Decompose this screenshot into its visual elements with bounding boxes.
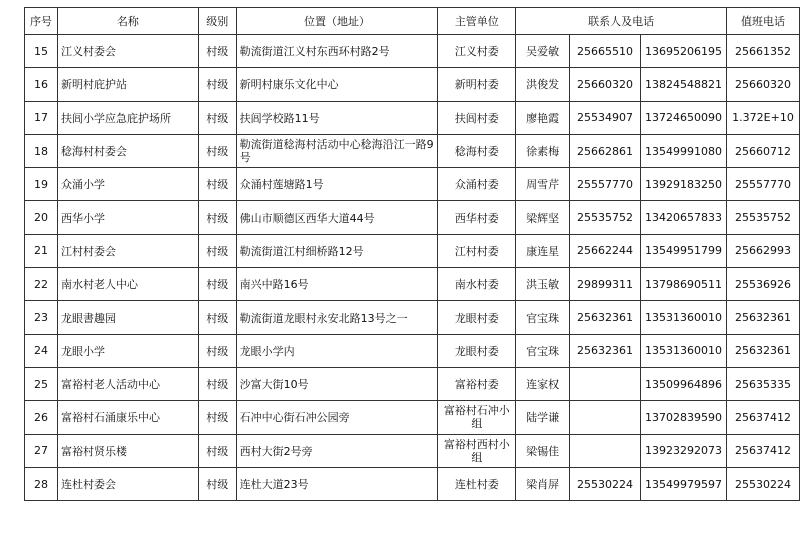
landline-cell: 29899311 xyxy=(570,268,641,301)
contact-person-cell: 洪俊发 xyxy=(516,68,570,101)
shelter-name-cell: 江村村委会 xyxy=(57,234,198,267)
address-cell: 勒流街道江村细桥路12号 xyxy=(236,234,438,267)
managing-unit-cell: 富裕村石冲小组 xyxy=(438,401,516,434)
duty-phone-cell: 1.372E+10 xyxy=(726,101,799,134)
duty-phone-cell: 25637412 xyxy=(726,434,799,467)
level-cell: 村级 xyxy=(198,201,236,234)
table-row xyxy=(25,467,800,500)
table-row xyxy=(25,168,800,201)
landline-cell: 25632361 xyxy=(570,334,641,367)
mobile-cell: 13531360010 xyxy=(641,301,727,334)
contact-person-cell: 康连星 xyxy=(516,234,570,267)
row-index-cell: 24 xyxy=(25,334,58,367)
contact-person-cell: 吴爱敏 xyxy=(516,35,570,68)
row-index-cell: 15 xyxy=(25,35,58,68)
mobile-cell: 13695206195 xyxy=(641,35,727,68)
table-row xyxy=(25,35,800,68)
col-header-duty-phone: 值班电话 xyxy=(726,8,799,35)
mobile-cell: 13509964896 xyxy=(641,367,727,400)
contact-person-cell: 梁肖屏 xyxy=(516,467,570,500)
address-cell: 勒流街道龙眼村永安北路13号之一 xyxy=(236,301,438,334)
level-cell: 村级 xyxy=(198,268,236,301)
row-index-cell: 27 xyxy=(25,434,58,467)
level-cell: 村级 xyxy=(198,68,236,101)
header-row xyxy=(25,8,800,35)
table-row xyxy=(25,401,800,434)
duty-phone-cell: 25661352 xyxy=(726,35,799,68)
contact-person-cell: 连家权 xyxy=(516,367,570,400)
col-header-contact: 联系人及电话 xyxy=(516,8,727,35)
mobile-cell: 13531360010 xyxy=(641,334,727,367)
table-row xyxy=(25,201,800,234)
mobile-cell: 13420657833 xyxy=(641,201,727,234)
mobile-cell: 13549951799 xyxy=(641,234,727,267)
managing-unit-cell: 龙眼村委 xyxy=(438,301,516,334)
table-row xyxy=(25,334,800,367)
duty-phone-cell: 25662993 xyxy=(726,234,799,267)
duty-phone-cell: 25535752 xyxy=(726,201,799,234)
duty-phone-cell: 25660712 xyxy=(726,134,799,167)
table-row xyxy=(25,134,800,167)
address-cell: 西村大街2号旁 xyxy=(236,434,438,467)
shelter-name-cell: 南水村老人中心 xyxy=(57,268,198,301)
mobile-cell: 13929183250 xyxy=(641,168,727,201)
shelter-name-cell: 稔海村村委会 xyxy=(57,134,198,167)
address-cell: 龙眼小学内 xyxy=(236,334,438,367)
landline-cell: 25632361 xyxy=(570,301,641,334)
contact-person-cell: 洪玉敏 xyxy=(516,268,570,301)
shelter-name-cell: 西华小学 xyxy=(57,201,198,234)
managing-unit-cell: 江义村委 xyxy=(438,35,516,68)
shelter-name-cell: 富裕村老人活动中心 xyxy=(57,367,198,400)
table-row xyxy=(25,434,800,467)
row-index-cell: 16 xyxy=(25,68,58,101)
managing-unit-cell: 扶闾村委 xyxy=(438,101,516,134)
table-row xyxy=(25,101,800,134)
level-cell: 村级 xyxy=(198,168,236,201)
row-index-cell: 22 xyxy=(25,268,58,301)
address-cell: 新明村康乐文化中心 xyxy=(236,68,438,101)
level-cell: 村级 xyxy=(198,101,236,134)
contact-person-cell: 陆学谦 xyxy=(516,401,570,434)
managing-unit-cell: 富裕村委 xyxy=(438,367,516,400)
row-index-cell: 20 xyxy=(25,201,58,234)
contact-person-cell: 徐素梅 xyxy=(516,134,570,167)
shelter-name-cell: 连杜村委会 xyxy=(57,467,198,500)
col-header-address: 位置（地址） xyxy=(236,8,438,35)
duty-phone-cell: 25637412 xyxy=(726,401,799,434)
managing-unit-cell: 西华村委 xyxy=(438,201,516,234)
managing-unit-cell: 南水村委 xyxy=(438,268,516,301)
contact-person-cell: 官宝珠 xyxy=(516,334,570,367)
duty-phone-cell: 25632361 xyxy=(726,301,799,334)
row-index-cell: 21 xyxy=(25,234,58,267)
table-row xyxy=(25,268,800,301)
duty-phone-cell: 25660320 xyxy=(726,68,799,101)
level-cell: 村级 xyxy=(198,367,236,400)
shelter-name-cell: 新明村庇护站 xyxy=(57,68,198,101)
address-cell: 勒流街道稔海村活动中心稔海沿江一路9号 xyxy=(236,134,438,167)
level-cell: 村级 xyxy=(198,334,236,367)
address-cell: 众涌村莲塘路1号 xyxy=(236,168,438,201)
table-row xyxy=(25,301,800,334)
contact-person-cell: 梁辉坚 xyxy=(516,201,570,234)
row-index-cell: 18 xyxy=(25,134,58,167)
managing-unit-cell: 新明村委 xyxy=(438,68,516,101)
duty-phone-cell: 25530224 xyxy=(726,467,799,500)
shelter-name-cell: 龙眼小学 xyxy=(57,334,198,367)
mobile-cell: 13549991080 xyxy=(641,134,727,167)
col-header-unit: 主管单位 xyxy=(438,8,516,35)
contact-person-cell: 周雪芹 xyxy=(516,168,570,201)
address-cell: 勒流街道江义村东西环村路2号 xyxy=(236,35,438,68)
managing-unit-cell: 众涌村委 xyxy=(438,168,516,201)
row-index-cell: 26 xyxy=(25,401,58,434)
contact-person-cell: 官宝珠 xyxy=(516,301,570,334)
table-row xyxy=(25,68,800,101)
level-cell: 村级 xyxy=(198,434,236,467)
shelter-name-cell: 扶闾小学应急庇护场所 xyxy=(57,101,198,134)
shelter-name-cell: 富裕村石涌康乐中心 xyxy=(57,401,198,434)
managing-unit-cell: 富裕村西村小组 xyxy=(438,434,516,467)
landline-cell: 25534907 xyxy=(570,101,641,134)
address-cell: 佛山市顺德区西华大道44号 xyxy=(236,201,438,234)
level-cell: 村级 xyxy=(198,301,236,334)
contact-person-cell: 梁锡佳 xyxy=(516,434,570,467)
level-cell: 村级 xyxy=(198,35,236,68)
landline-cell xyxy=(570,367,641,400)
col-header-level: 级别 xyxy=(198,8,236,35)
mobile-cell: 13798690511 xyxy=(641,268,727,301)
landline-cell: 25530224 xyxy=(570,467,641,500)
duty-phone-cell: 25635335 xyxy=(726,367,799,400)
col-header-index: 序号 xyxy=(25,8,58,35)
mobile-cell: 13702839590 xyxy=(641,401,727,434)
level-cell: 村级 xyxy=(198,401,236,434)
landline-cell: 25557770 xyxy=(570,168,641,201)
managing-unit-cell: 龙眼村委 xyxy=(438,334,516,367)
level-cell: 村级 xyxy=(198,234,236,267)
row-index-cell: 17 xyxy=(25,101,58,134)
duty-phone-cell: 25536926 xyxy=(726,268,799,301)
duty-phone-cell: 25632361 xyxy=(726,334,799,367)
row-index-cell: 19 xyxy=(25,168,58,201)
duty-phone-cell: 25557770 xyxy=(726,168,799,201)
mobile-cell: 13923292073 xyxy=(641,434,727,467)
mobile-cell: 13824548821 xyxy=(641,68,727,101)
landline-cell: 25665510 xyxy=(570,35,641,68)
shelter-name-cell: 富裕村贤乐楼 xyxy=(57,434,198,467)
level-cell: 村级 xyxy=(198,467,236,500)
landline-cell: 25660320 xyxy=(570,68,641,101)
managing-unit-cell: 稔海村委 xyxy=(438,134,516,167)
address-cell: 连杜大道23号 xyxy=(236,467,438,500)
row-index-cell: 23 xyxy=(25,301,58,334)
row-index-cell: 28 xyxy=(25,467,58,500)
table-row xyxy=(25,234,800,267)
row-index-cell: 25 xyxy=(25,367,58,400)
landline-cell: 25662861 xyxy=(570,134,641,167)
landline-cell xyxy=(570,434,641,467)
landline-cell: 25535752 xyxy=(570,201,641,234)
shelter-name-cell: 龙眼書趣园 xyxy=(57,301,198,334)
shelter-name-cell: 江义村委会 xyxy=(57,35,198,68)
level-cell: 村级 xyxy=(198,134,236,167)
col-header-name: 名称 xyxy=(57,8,198,35)
managing-unit-cell: 连杜村委 xyxy=(438,467,516,500)
address-cell: 南兴中路16号 xyxy=(236,268,438,301)
managing-unit-cell: 江村村委 xyxy=(438,234,516,267)
table-row xyxy=(25,367,800,400)
landline-cell: 25662244 xyxy=(570,234,641,267)
landline-cell xyxy=(570,401,641,434)
mobile-cell: 13724650090 xyxy=(641,101,727,134)
address-cell: 扶闾学校路11号 xyxy=(236,101,438,134)
shelter-name-cell: 众涌小学 xyxy=(57,168,198,201)
address-cell: 石冲中心街石冲公园旁 xyxy=(236,401,438,434)
contact-person-cell: 廖艳霞 xyxy=(516,101,570,134)
address-cell: 沙富大街10号 xyxy=(236,367,438,400)
shelter-contact-table xyxy=(24,7,800,501)
mobile-cell: 13549979597 xyxy=(641,467,727,500)
